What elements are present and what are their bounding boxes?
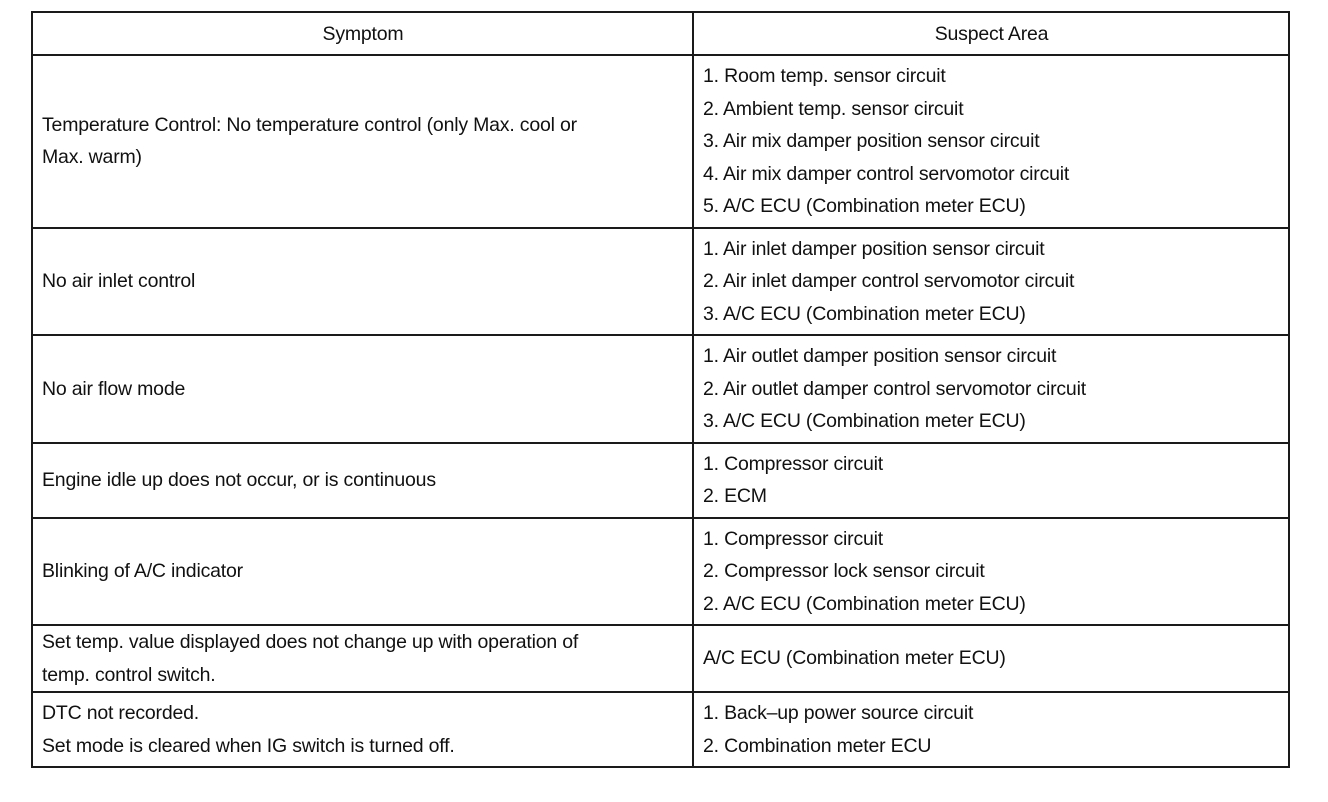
table-row <box>32 228 1289 336</box>
symptom-text: Blinking of A/C indicator <box>42 560 243 582</box>
symptom-cell <box>32 55 693 228</box>
symptom-text: Max. warm) <box>42 146 142 169</box>
table-row <box>32 335 1289 443</box>
suspect-item: 1. Compressor circuit <box>703 527 884 550</box>
suspect-item: 3. A/C ECU (Combination meter ECU) <box>703 302 1026 325</box>
suspect-area-cell <box>693 625 1289 692</box>
suspect-item: 2. Air outlet damper control servomotor circuit <box>703 377 1086 400</box>
suspect-item: 4. Air mix damper control servomotor circuit <box>703 162 1070 185</box>
suspect-item: 3. Air mix damper position sensor circuit <box>703 130 1040 152</box>
suspect-area-cell <box>693 335 1289 443</box>
symptom-cell <box>32 443 693 518</box>
suspect-area-cell <box>693 692 1289 767</box>
symptom-cell <box>32 692 693 767</box>
suspect-area-cell <box>693 518 1289 626</box>
suspect-item: 5. A/C ECU (Combination meter ECU) <box>703 195 1026 217</box>
suspect-item: 2. Ambient temp. sensor circuit <box>703 97 964 120</box>
table-row <box>32 55 1289 228</box>
symptom-text: Set mode is cleared when IG switch is turned off. <box>42 734 455 757</box>
suspect-item: 1. Room temp. sensor circuit <box>703 65 946 87</box>
suspect-item: 2. A/C ECU (Combination meter ECU) <box>703 592 1026 615</box>
symptom-text: DTC not recorded. <box>42 702 199 724</box>
table-row <box>32 443 1289 518</box>
suspect-item: 1. Compressor circuit <box>703 452 884 475</box>
table-row <box>32 692 1289 767</box>
symptom-text: Temperature Control: No temperature control (only Max. cool or <box>42 113 577 136</box>
suspect-item: 3. A/C ECU (Combination meter ECU) <box>703 410 1026 432</box>
symptom-table <box>31 11 1290 768</box>
suspect-item: 2. Combination meter ECU <box>703 734 932 757</box>
symptom-text: Engine idle up does not occur, or is continuous <box>42 468 436 491</box>
suspect-item: A/C ECU (Combination meter ECU) <box>703 647 1006 670</box>
symptom-cell <box>32 228 693 336</box>
suspect-item: 2. Air inlet damper control servomotor circuit <box>703 270 1075 292</box>
symptom-text: temp. control switch. <box>42 663 216 686</box>
suspect-item: 2. ECM <box>703 485 767 507</box>
suspect-item: 1. Air outlet damper position sensor circuit <box>703 345 1057 367</box>
header-symptom: Symptom <box>32 12 693 55</box>
suspect-item: 2. Compressor lock sensor circuit <box>703 560 985 582</box>
suspect-area-cell <box>693 228 1289 336</box>
symptom-cell <box>32 518 693 626</box>
symptom-cell <box>32 335 693 443</box>
header-row <box>32 12 1289 55</box>
symptom-cell <box>32 625 693 692</box>
symptom-text: No air inlet control <box>42 270 196 292</box>
symptom-text: No air flow mode <box>42 377 186 400</box>
header-suspect-area: Suspect Area <box>693 12 1289 55</box>
suspect-item: 1. Back–up power source circuit <box>703 702 974 724</box>
suspect-area-cell <box>693 55 1289 228</box>
suspect-area-cell <box>693 443 1289 518</box>
symptom-text: Set temp. value displayed does not change up with operation of <box>42 631 579 653</box>
suspect-item: 1. Air inlet damper position sensor circuit <box>703 237 1045 260</box>
table-row <box>32 625 1289 692</box>
table-row <box>32 518 1289 626</box>
